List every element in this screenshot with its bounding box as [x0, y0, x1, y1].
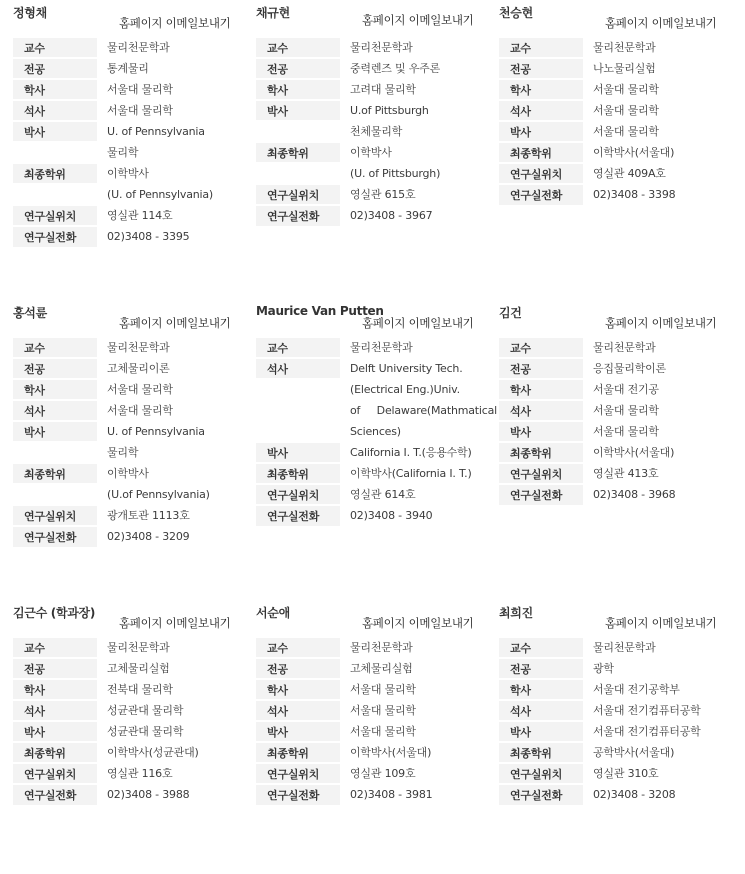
info-row	[256, 505, 499, 526]
info-row	[499, 484, 742, 505]
info-row	[13, 763, 256, 784]
info-label: 최종학위	[256, 463, 340, 484]
info-value: U.of Pittsburgh	[350, 103, 429, 117]
faculty-card	[13, 4, 256, 274]
info-value: 물리학	[107, 145, 139, 159]
info-value: 이학박사(California I. T.)	[350, 466, 472, 480]
faculty-name: 김근수 (학과장)	[13, 606, 95, 620]
info-row	[256, 337, 499, 358]
info-value: 중력렌즈 및 우주론	[350, 61, 441, 75]
profile-links	[362, 315, 473, 331]
info-row	[13, 526, 256, 547]
info-row	[256, 79, 499, 100]
info-row	[13, 79, 256, 100]
info-label: 연구실전화	[499, 484, 583, 505]
homepage-link[interactable]: 홈페이지	[362, 316, 406, 330]
info-label: 연구실위치	[499, 463, 583, 484]
info-value: 영실관 615호	[350, 187, 416, 201]
info-label: 교수	[256, 37, 340, 58]
info-value: California I. T.(응용수학)	[350, 445, 472, 459]
info-row	[499, 163, 742, 184]
info-row	[13, 637, 256, 658]
info-row	[499, 679, 742, 700]
email-link[interactable]: 이메일보내기	[165, 616, 231, 630]
info-row	[13, 784, 256, 805]
info-value: 영실관 413호	[593, 466, 659, 480]
info-row	[256, 679, 499, 700]
info-value: 02)3408 - 3395	[107, 229, 190, 243]
info-label: 전공	[13, 58, 97, 79]
info-label	[256, 379, 340, 400]
faculty-info-table	[13, 336, 256, 547]
faculty-name: 정형채	[13, 6, 47, 20]
info-value: 02)3408 - 3968	[593, 487, 676, 501]
info-row	[256, 700, 499, 721]
faculty-card	[499, 4, 742, 274]
email-link[interactable]: 이메일보내기	[408, 616, 474, 630]
faculty-name: 최희진	[499, 606, 533, 620]
info-label: 석사	[13, 100, 97, 121]
info-row	[13, 184, 256, 205]
info-label: 전공	[499, 658, 583, 679]
info-value: 나노물리실험	[593, 61, 656, 75]
faculty-info-table	[499, 636, 742, 805]
info-label: 학사	[13, 79, 97, 100]
info-row	[13, 658, 256, 679]
info-label: 전공	[13, 358, 97, 379]
info-label	[13, 484, 97, 505]
info-row	[256, 121, 499, 142]
info-row	[499, 58, 742, 79]
info-value: 물리천문학과	[593, 640, 656, 654]
info-label: 전공	[499, 358, 583, 379]
info-row	[499, 184, 742, 205]
info-label: 연구실위치	[256, 484, 340, 505]
info-label: 연구실전화	[13, 226, 97, 247]
faculty-card	[499, 604, 742, 874]
info-value: 서울대 전기컴퓨터공학	[593, 724, 701, 738]
info-row	[13, 379, 256, 400]
profile-links	[119, 315, 230, 331]
info-row	[499, 784, 742, 805]
info-row	[13, 442, 256, 463]
info-value: 영실관 409A호	[593, 166, 666, 180]
info-label: 교수	[499, 637, 583, 658]
email-link[interactable]: 이메일보내기	[165, 16, 231, 30]
info-value: 천체물리학	[350, 124, 403, 138]
info-value: 응집물리학이론	[593, 361, 666, 375]
info-value: 성균관대 물리학	[107, 703, 184, 717]
info-row	[256, 637, 499, 658]
info-value: (U.of Pennsylvania)	[107, 487, 210, 501]
info-value: 물리천문학과	[350, 40, 413, 54]
info-value: 이학박사	[107, 166, 149, 180]
info-value: 02)3408 - 3967	[350, 208, 433, 222]
info-label: 박사	[13, 721, 97, 742]
faculty-name: 천승현	[499, 6, 533, 20]
info-label: 석사	[256, 358, 340, 379]
info-value: 영실관 614호	[350, 487, 416, 501]
info-label: 최종학위	[499, 742, 583, 763]
info-label: 최종학위	[13, 463, 97, 484]
info-row	[499, 421, 742, 442]
info-row	[256, 484, 499, 505]
info-row	[13, 337, 256, 358]
info-value: 서울대 물리학	[350, 703, 416, 717]
faculty-card	[256, 604, 499, 874]
info-value: 고체물리실험	[107, 661, 170, 675]
info-row	[499, 400, 742, 421]
info-label: 연구실위치	[499, 763, 583, 784]
info-row	[13, 142, 256, 163]
info-value: 서울대 전기공학부	[593, 682, 680, 696]
homepage-link[interactable]: 홈페이지	[119, 616, 163, 630]
info-row	[499, 742, 742, 763]
info-value: 전북대 물리학	[107, 682, 173, 696]
info-value: 이학박사(서울대)	[593, 145, 675, 159]
info-label: 석사	[499, 400, 583, 421]
faculty-info-table	[499, 36, 742, 205]
faculty-info-table	[13, 36, 256, 247]
info-row	[13, 400, 256, 421]
info-value: 02)3408 - 3398	[593, 187, 676, 201]
profile-links	[605, 315, 716, 331]
info-value: 서울대 전기공	[593, 382, 659, 396]
info-label: 석사	[13, 400, 97, 421]
info-label: 연구실전화	[499, 784, 583, 805]
info-row	[256, 58, 499, 79]
homepage-link[interactable]: 홈페이지	[362, 616, 406, 630]
info-row	[256, 400, 499, 421]
homepage-link[interactable]: 홈페이지	[119, 316, 163, 330]
faculty-info-table	[499, 336, 742, 505]
faculty-card	[499, 304, 742, 574]
info-value: 이학박사	[107, 466, 149, 480]
info-label: 박사	[499, 121, 583, 142]
faculty-info-table	[13, 636, 256, 805]
info-label: 연구실전화	[256, 784, 340, 805]
info-row	[256, 184, 499, 205]
info-label: 박사	[13, 421, 97, 442]
info-value: 고체물리이론	[107, 361, 170, 375]
info-value: 성균관대 물리학	[107, 724, 184, 738]
info-value: U. of Pennsylvania	[107, 424, 205, 438]
info-value: U. of Pennsylvania	[107, 124, 205, 138]
info-label: 연구실위치	[13, 505, 97, 526]
info-row	[13, 505, 256, 526]
info-value: 서울대 전기컴퓨터공학	[593, 703, 701, 717]
info-label: 교수	[13, 637, 97, 658]
info-label: 최종학위	[499, 442, 583, 463]
info-label: 박사	[13, 121, 97, 142]
info-value: 물리천문학과	[593, 40, 656, 54]
info-label: 학사	[499, 79, 583, 100]
email-link[interactable]: 이메일보내기	[651, 16, 717, 30]
info-row	[499, 721, 742, 742]
info-row	[13, 100, 256, 121]
info-label: 교수	[256, 337, 340, 358]
info-value: (U. of Pennsylvania)	[107, 187, 213, 201]
info-row	[13, 679, 256, 700]
info-row	[256, 658, 499, 679]
info-value: 광개토관 1113호	[107, 508, 190, 522]
info-row	[499, 337, 742, 358]
info-value: 통계물리	[107, 61, 149, 75]
faculty-name: Maurice Van Putten	[256, 304, 384, 318]
info-value: 공학박사(서울대)	[593, 745, 675, 759]
info-row	[13, 463, 256, 484]
info-row	[256, 205, 499, 226]
info-label: 연구실위치	[13, 205, 97, 226]
info-value: (U. of Pittsburgh)	[350, 166, 441, 180]
profile-links	[119, 15, 230, 31]
info-label: 교수	[256, 637, 340, 658]
info-row	[13, 58, 256, 79]
info-row	[256, 763, 499, 784]
email-link[interactable]: 이메일보내기	[651, 316, 717, 330]
info-value: 서울대 물리학	[593, 103, 659, 117]
info-label: 연구실위치	[256, 763, 340, 784]
info-value: 이학박사	[350, 145, 392, 159]
info-row	[499, 37, 742, 58]
info-value: 서울대 물리학	[350, 682, 416, 696]
info-row	[256, 100, 499, 121]
info-value: 영실관 116호	[107, 766, 173, 780]
faculty-name: 김건	[499, 306, 522, 320]
info-row	[499, 763, 742, 784]
info-label: 전공	[256, 58, 340, 79]
info-label	[256, 163, 340, 184]
info-row	[256, 358, 499, 379]
info-value: 이학박사(성균관대)	[107, 745, 199, 759]
info-row	[256, 37, 499, 58]
faculty-card	[256, 304, 499, 574]
info-row	[499, 637, 742, 658]
info-row	[13, 484, 256, 505]
info-label: 석사	[13, 700, 97, 721]
faculty-card	[256, 4, 499, 274]
info-label: 최종학위	[256, 142, 340, 163]
info-label	[13, 442, 97, 463]
info-value: 서울대 물리학	[107, 103, 173, 117]
info-row	[13, 37, 256, 58]
info-label	[256, 400, 340, 421]
info-value: 이학박사(서울대)	[350, 745, 432, 759]
info-row	[256, 163, 499, 184]
info-label: 박사	[499, 721, 583, 742]
info-row	[13, 226, 256, 247]
info-value: 물리학	[107, 445, 139, 459]
info-label: 석사	[499, 100, 583, 121]
email-link[interactable]: 이메일보내기	[651, 616, 717, 630]
info-value: 이학박사(서울대)	[593, 445, 675, 459]
info-value: 영실관 114호	[107, 208, 173, 222]
info-row	[256, 784, 499, 805]
homepage-link[interactable]: 홈페이지	[605, 16, 649, 30]
info-row	[499, 463, 742, 484]
info-row	[499, 100, 742, 121]
info-label: 연구실전화	[13, 784, 97, 805]
info-label: 박사	[256, 442, 340, 463]
info-value: of Delaware(Mathmatical	[350, 403, 497, 417]
info-value: 영실관 109호	[350, 766, 416, 780]
info-value: 서울대 물리학	[593, 424, 659, 438]
info-value: 서울대 물리학	[593, 124, 659, 138]
info-label: 석사	[256, 700, 340, 721]
info-row	[13, 358, 256, 379]
info-label: 최종학위	[13, 163, 97, 184]
info-label: 전공	[499, 58, 583, 79]
info-label: 연구실위치	[256, 184, 340, 205]
info-value: 02)3408 - 3988	[107, 787, 190, 801]
faculty-name: 채규현	[256, 6, 290, 20]
info-row	[13, 121, 256, 142]
info-label: 최종학위	[13, 742, 97, 763]
info-value: 02)3408 - 3208	[593, 787, 676, 801]
info-label	[13, 184, 97, 205]
profile-links	[362, 615, 473, 631]
info-label: 교수	[13, 37, 97, 58]
info-value: 서울대 물리학	[107, 382, 173, 396]
info-label: 교수	[499, 337, 583, 358]
info-value: 물리천문학과	[107, 340, 170, 354]
info-row	[499, 142, 742, 163]
info-row	[499, 700, 742, 721]
info-row	[499, 121, 742, 142]
info-label: 학사	[499, 679, 583, 700]
info-row	[256, 421, 499, 442]
info-row	[256, 463, 499, 484]
info-label: 박사	[499, 421, 583, 442]
homepage-link[interactable]: 홈페이지	[605, 316, 649, 330]
profile-links	[119, 615, 230, 631]
email-link[interactable]: 이메일보내기	[408, 13, 474, 27]
homepage-link[interactable]: 홈페이지	[119, 16, 163, 30]
info-label: 학사	[13, 679, 97, 700]
info-label: 연구실전화	[499, 184, 583, 205]
homepage-link[interactable]: 홈페이지	[362, 13, 406, 27]
info-row	[13, 163, 256, 184]
info-label: 연구실위치	[13, 763, 97, 784]
info-row	[13, 421, 256, 442]
info-row	[499, 658, 742, 679]
info-label: 최종학위	[499, 142, 583, 163]
email-link[interactable]: 이메일보내기	[165, 316, 231, 330]
info-value: 02)3408 - 3981	[350, 787, 433, 801]
info-value: 서울대 물리학	[107, 82, 173, 96]
info-label	[13, 142, 97, 163]
info-label	[256, 121, 340, 142]
info-label	[256, 421, 340, 442]
info-label: 학사	[256, 679, 340, 700]
info-label: 연구실전화	[256, 505, 340, 526]
info-label: 연구실전화	[13, 526, 97, 547]
info-value: 물리천문학과	[107, 40, 170, 54]
info-value: 물리천문학과	[593, 340, 656, 354]
info-value: 서울대 물리학	[107, 403, 173, 417]
info-row	[256, 742, 499, 763]
info-value: 서울대 물리학	[350, 724, 416, 738]
info-row	[256, 721, 499, 742]
profile-links	[605, 615, 716, 631]
info-label: 전공	[13, 658, 97, 679]
info-label: 학사	[499, 379, 583, 400]
profile-links	[362, 12, 473, 28]
faculty-info-table	[256, 636, 499, 805]
info-label: 석사	[499, 700, 583, 721]
homepage-link[interactable]: 홈페이지	[605, 616, 649, 630]
info-value: 서울대 물리학	[593, 403, 659, 417]
email-link[interactable]: 이메일보내기	[408, 316, 474, 330]
faculty-info-table	[256, 36, 499, 226]
info-label: 학사	[13, 379, 97, 400]
info-value: 고체물리실험	[350, 661, 413, 675]
info-label: 교수	[13, 337, 97, 358]
info-label: 전공	[256, 658, 340, 679]
info-label: 박사	[256, 721, 340, 742]
info-value: 서울대 물리학	[593, 82, 659, 96]
info-value: Sciences)	[350, 424, 401, 438]
info-row	[13, 205, 256, 226]
info-row	[13, 742, 256, 763]
info-label: 연구실위치	[499, 163, 583, 184]
info-row	[13, 700, 256, 721]
info-value: 물리천문학과	[350, 640, 413, 654]
info-label: 최종학위	[256, 742, 340, 763]
faculty-card	[13, 604, 256, 874]
info-row	[499, 379, 742, 400]
info-value: 광학	[593, 661, 614, 675]
info-row	[256, 142, 499, 163]
info-row	[13, 721, 256, 742]
info-row	[499, 79, 742, 100]
faculty-card	[13, 304, 256, 574]
faculty-name: 서순애	[256, 606, 290, 620]
faculty-info-table	[256, 336, 499, 526]
info-value: 02)3408 - 3209	[107, 529, 190, 543]
info-row	[499, 442, 742, 463]
info-row	[499, 358, 742, 379]
info-label: 학사	[256, 79, 340, 100]
info-value: (Electrical Eng.)Univ.	[350, 382, 460, 396]
info-value: 물리천문학과	[350, 340, 413, 354]
info-value: 영실관 310호	[593, 766, 659, 780]
info-value: Delft University Tech.	[350, 361, 463, 375]
info-label: 연구실전화	[256, 205, 340, 226]
info-label: 교수	[499, 37, 583, 58]
info-value: 02)3408 - 3940	[350, 508, 433, 522]
info-label: 박사	[256, 100, 340, 121]
info-value: 물리천문학과	[107, 640, 170, 654]
faculty-name: 홍석륜	[13, 306, 47, 320]
info-row	[256, 379, 499, 400]
info-value: 고려대 물리학	[350, 82, 416, 96]
profile-links	[605, 15, 716, 31]
info-row	[256, 442, 499, 463]
